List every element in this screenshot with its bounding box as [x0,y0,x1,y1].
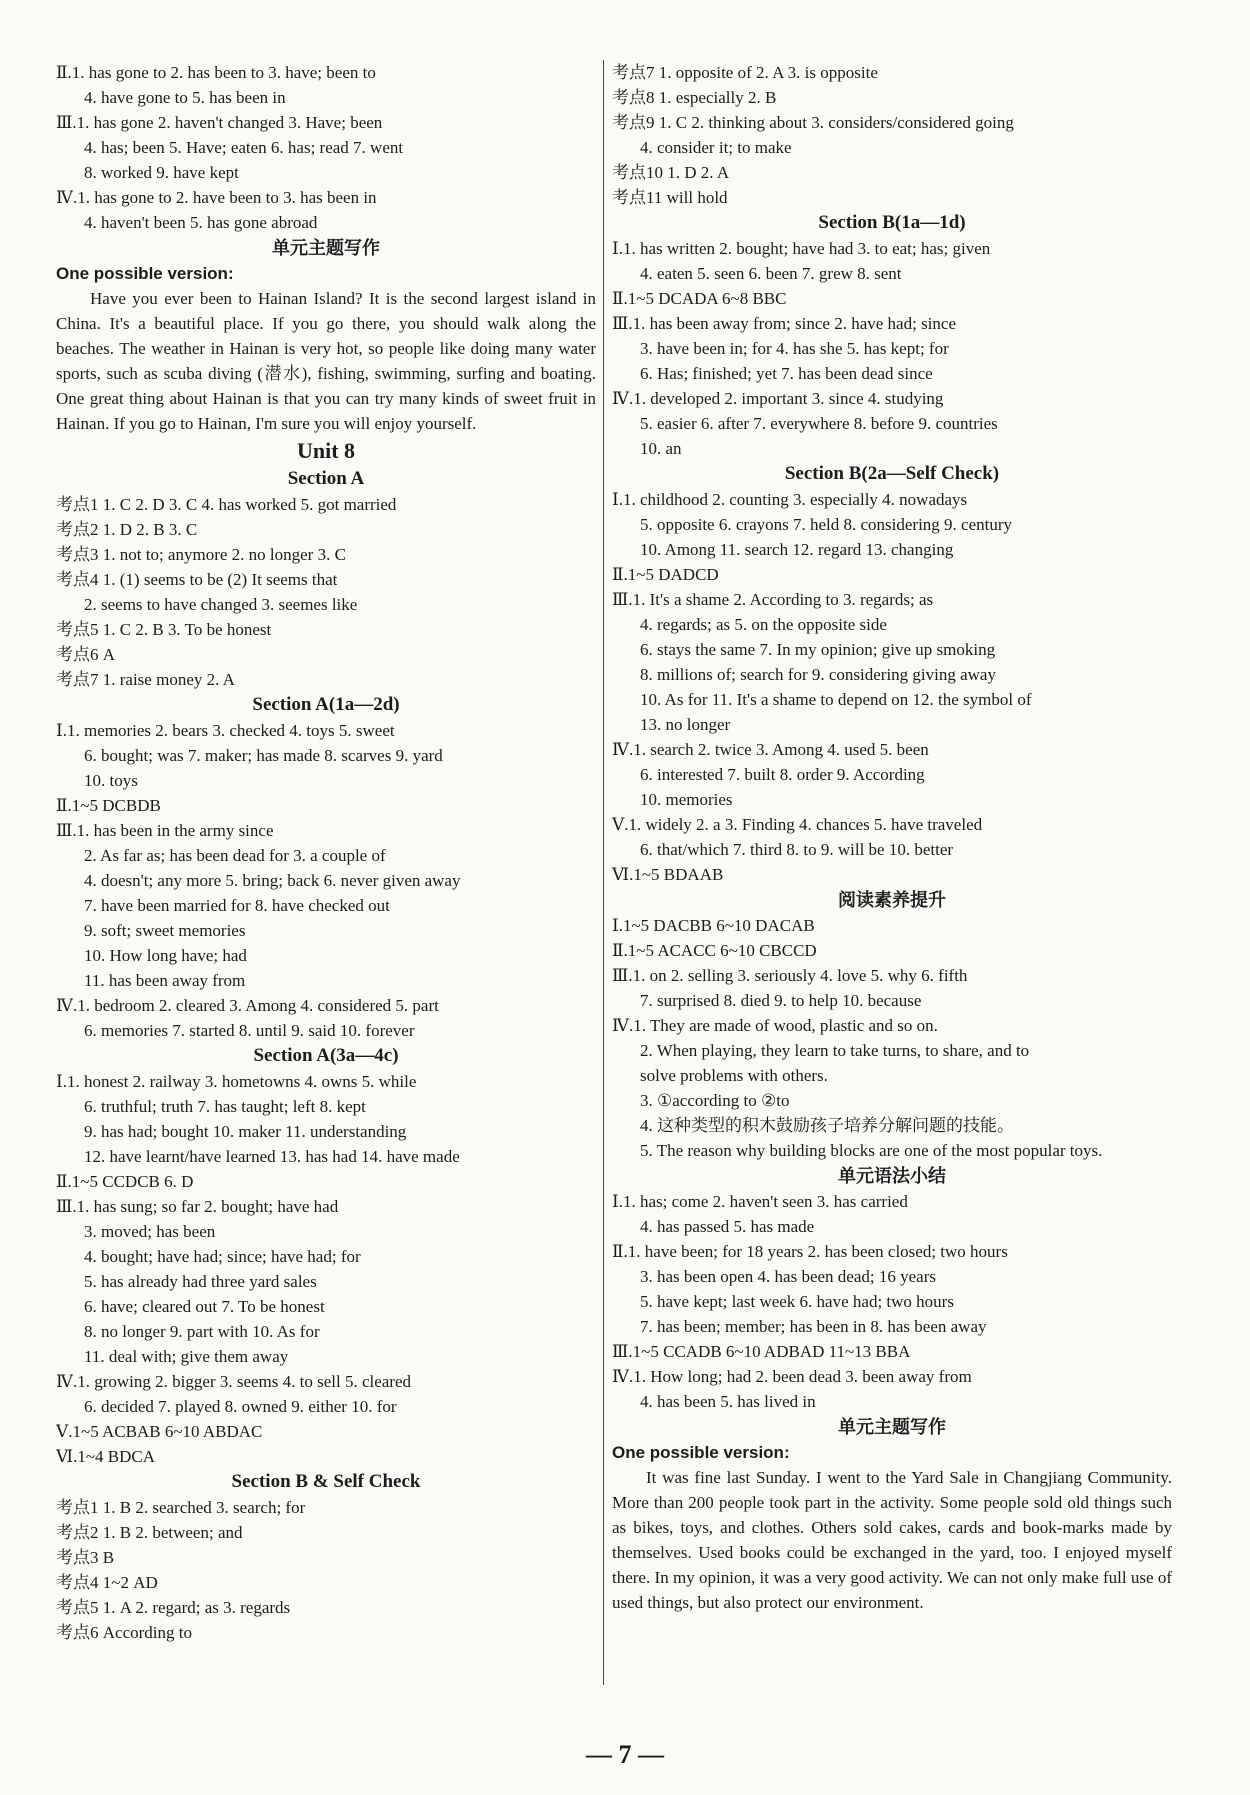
answer-line: Ⅰ.1. honest 2. railway 3. hometowns 4. owns 5. while [56,1072,417,1091]
answer-line: 考点8 1. especially 2. B [612,88,777,107]
section-title: Section A(3a—4c) [253,1045,399,1066]
answer-line: Ⅱ.1. has gone to 2. has been to 3. have; been to [56,63,376,82]
answer-line: Ⅳ.1. bedroom 2. cleared 3. Among 4. considered 5. part [56,996,439,1015]
answer-line: Ⅰ.1. memories 2. bears 3. checked 4. toys 5. sweet [56,721,395,740]
answer-line-indented: 8. millions of; search for 9. considering giving away [640,665,996,684]
version-label: One possible version: [612,1443,790,1462]
answer-line-indented: 5. easier 6. after 7. everywhere 8. before 9. countries [640,414,998,433]
answer-line-indented: 4. haven't been 5. has gone abroad [84,213,318,232]
answer-line-indented: 2. As far as; has been dead for 3. a couple of [84,846,386,865]
answer-line-indented: 4. eaten 5. seen 6. been 7. grew 8. sent [640,264,902,283]
answer-line-indented: 7. surprised 8. died 9. to help 10. because [640,991,922,1010]
answer-line-indented: 8. worked 9. have kept [84,163,239,182]
answer-line: Ⅳ.1. They are made of wood, plastic and so on. [612,1016,938,1035]
answer-line-indented: 6. Has; finished; yet 7. has been dead since [640,364,933,383]
unit-title: Unit 8 [296,438,356,463]
answer-line: 考点7 1. opposite of 2. A 3. is opposite [612,63,878,82]
answer-line-indented: 6. stays the same 7. In my opinion; give up smoking [640,640,996,659]
answer-line-indented: 6. bought; was 7. maker; has made 8. scarves 9. yard [84,746,443,765]
column-divider [603,60,604,1685]
answer-line: Ⅱ.1~5 DADCD [612,565,719,584]
answer-line-indented: 4. consider it; to make [640,138,792,157]
answer-line: Ⅲ.1. has sung; so far 2. bought; have had [56,1197,339,1216]
answer-line-indented: 4. has been 5. has lived in [640,1392,816,1411]
answer-line-indented: 3. moved; has been [84,1222,216,1241]
answer-line: Ⅵ.1~5 BDAAB [612,865,724,884]
answer-line: 考点1 1. C 2. D 3. C 4. has worked 5. got married [56,495,397,514]
answer-line: Ⅲ.1. on 2. selling 3. seriously 4. love 5. why 6. fifth [612,966,968,985]
answer-line: Ⅳ.1. How long; had 2. been dead 3. been away from [612,1367,972,1386]
section-title: Section B(2a—Self Check) [784,463,1000,484]
answer-line-indented: 6. truthful; truth 7. has taught; left 8. kept [84,1097,366,1116]
essay-paragraph: Have you ever been to Hainan Island? It is the second largest island in China. It's a beautiful place. If you go there, you should walk along the beaches. The weather in Hainan is very hot, so people like doing many water sports, such as scuba diving (潜水), fishing, swimming, surfing and boating. One great thing about Hainan is that you can try many kinds of sweet fruit in Hainan. If you go to Hainan, I'm sure you will enjoy yourself. [56,289,596,433]
answer-line: Ⅱ.1~5 DCBDB [56,796,161,815]
answer-line-indented: 11. deal with; give them away [84,1347,289,1366]
answer-line-indented: 10. Among 11. search 12. regard 13. changing [640,540,954,559]
answer-line-indented: 13. no longer [640,715,731,734]
answer-line-indented: 4. bought; have had; since; have had; for [84,1247,361,1266]
page-number: — 7 — [586,1740,664,1769]
left-column [56,60,596,1645]
answer-line-indented: 5. has already had three yard sales [84,1272,317,1291]
answer-line: 考点1 1. B 2. searched 3. search; for [56,1498,306,1517]
answer-line: Ⅳ.1. has gone to 2. have been to 3. has been in [56,188,377,207]
answer-line: Ⅰ.1. has; come 2. haven't seen 3. has carried [612,1192,908,1211]
answer-line-indented: 8. no longer 9. part with 10. As for [84,1322,320,1341]
answer-line: 考点11 will hold [612,188,728,207]
answer-line-indented: 5. The reason why building blocks are one of the most popular toys. [640,1141,1103,1160]
answer-line: Ⅲ.1. has been in the army since [56,821,274,840]
answer-line-indented: 11. has been away from [84,971,246,990]
answer-line-indented: 4. doesn't; any more 5. bring; back 6. never given away [84,871,461,890]
answer-line: 考点3 1. not to; anymore 2. no longer 3. C [56,545,346,564]
answer-line: 考点10 1. D 2. A [612,163,730,182]
essay-paragraph: It was fine last Sunday. I went to the Yard Sale in Changjiang Community. More than 200 people took part in the activity. Some people sold old things such as bikes, toys, and clothes. Others sold cakes, cards and book-marks made by themselves. Used books could be exchanged in the yard, too. I enjoyed myself there. In my opinion, it was a very good activity. We can not only make full use of used things, but also protect our environment. [612,1468,1172,1612]
answer-line-indented: 6. that/which 7. third 8. to 9. will be 10. better [640,840,954,859]
answer-line-indented: 10. memories [640,790,733,809]
answer-line-indented: 3. ①according to ②to [640,1091,790,1110]
answer-line-indented: 4. has passed 5. has made [640,1217,815,1236]
answer-line-indented: 9. has had; bought 10. maker 11. understanding [84,1122,407,1141]
answer-line: 考点2 1. D 2. B 3. C [56,520,198,539]
answer-line-indented: 6. interested 7. built 8. order 9. According [640,765,925,784]
answer-line-indented: 6. decided 7. played 8. owned 9. either 10. for [84,1397,397,1416]
answer-line: Ⅲ.1~5 CCADB 6~10 ADBAD 11~13 BBA [612,1342,911,1361]
right-column [612,60,1172,1615]
answer-line-indented: 6. have; cleared out 7. To be honest [84,1297,325,1316]
answer-line: 考点4 1~2 AD [56,1573,158,1592]
answer-line-indented: 2. When playing, they learn to take turns, to share, and to [640,1041,1030,1060]
answer-line: 考点2 1. B 2. between; and [56,1523,243,1542]
answer-line: 考点5 1. A 2. regard; as 3. regards [56,1598,291,1617]
answer-line: Ⅳ.1. search 2. twice 3. Among 4. used 5. been [612,740,929,759]
answer-line: 考点3 B [56,1548,115,1567]
answer-line: 考点6 A [56,645,116,664]
answer-line-indented: 3. have been in; for 4. has she 5. has kept; for [640,339,949,358]
answer-line-indented: 10. How long have; had [84,946,247,965]
answer-line: 考点5 1. C 2. B 3. To be honest [56,620,272,639]
answer-line-indented: 6. memories 7. started 8. until 9. said 10. forever [84,1021,415,1040]
answer-line-indented: 4. has; been 5. Have; eaten 6. has; read 7. went [84,138,404,157]
section-heading: 单元主题写作 [838,1417,946,1437]
answer-line: 考点4 1. (1) seems to be (2) It seems that [56,570,338,589]
answer-line: Ⅲ.1. has gone 2. haven't changed 3. Have; been [56,113,383,132]
answer-line-indented: 5. have kept; last week 6. have had; two hours [640,1292,954,1311]
answer-line-indented: solve problems with others. [640,1066,828,1085]
section-title: Section A [287,468,365,489]
answer-line-indented: 4. regards; as 5. on the opposite side [640,615,887,634]
answer-line: 考点9 1. C 2. thinking about 3. considers/considered going [612,113,1014,132]
answer-line-indented: 4. have gone to 5. has been in [84,88,286,107]
answer-line: 考点6 According to [56,1623,192,1642]
answer-line: Ⅵ.1~4 BDCA [56,1447,156,1466]
answer-line: Ⅲ.1. has been away from; since 2. have had; since [612,314,957,333]
answer-line: Ⅱ.1~5 DCADA 6~8 BBC [612,289,787,308]
section-heading: 单元语法小结 [838,1166,946,1186]
answer-line: Ⅰ.1~5 DACBB 6~10 DACAB [612,916,815,935]
answer-line: Ⅰ.1. has written 2. bought; have had 3. to eat; has; given [612,239,991,258]
section-heading: 阅读素养提升 [838,890,946,910]
answer-line: Ⅱ.1~5 CCDCB 6. D [56,1172,194,1191]
section-title: Section B & Self Check [231,1471,421,1492]
version-label: One possible version: [56,264,234,283]
answer-line-indented: 3. has been open 4. has been dead; 16 years [640,1267,936,1286]
answer-line: Ⅱ.1. have been; for 18 years 2. has been closed; two hours [612,1242,1008,1261]
answer-line-indented: 5. opposite 6. crayons 7. held 8. considering 9. century [640,515,1013,534]
answer-line-indented: 7. have been married for 8. have checked out [84,896,390,915]
answer-line-indented: 10. As for 11. It's a shame to depend on 12. the symbol of [640,690,1032,709]
answer-line-indented: 9. soft; sweet memories [84,921,246,940]
answer-line-indented: 12. have learnt/have learned 13. has had 14. have made [84,1147,460,1166]
answer-line: Ⅳ.1. developed 2. important 3. since 4. studying [612,389,944,408]
answer-line: Ⅰ.1. childhood 2. counting 3. especially 4. nowadays [612,490,968,509]
section-title: Section B(1a—1d) [818,212,966,233]
answer-line-indented: 2. seems to have changed 3. seemes like [84,595,358,614]
answer-line: 考点7 1. raise money 2. A [56,670,235,689]
answer-line: Ⅲ.1. It's a shame 2. According to 3. regards; as [612,590,934,609]
answer-line-indented: 10. toys [84,771,138,790]
answer-line: Ⅱ.1~5 ACACC 6~10 CBCCD [612,941,817,960]
section-title: Section A(1a—2d) [252,694,400,715]
section-heading: 单元主题写作 [272,238,380,258]
answer-line-indented: 10. an [640,439,682,458]
answer-line: Ⅴ.1~5 ACBAB 6~10 ABDAC [56,1422,263,1441]
answer-line: Ⅴ.1. widely 2. a 3. Finding 4. chances 5. have traveled [612,815,983,834]
answer-line: Ⅳ.1. growing 2. bigger 3. seems 4. to sell 5. cleared [56,1372,412,1391]
answer-line-indented: 7. has been; member; has been in 8. has been away [640,1317,987,1336]
answer-line-indented: 4. 这种类型的积木鼓励孩子培养分解问题的技能。 [640,1116,1014,1135]
